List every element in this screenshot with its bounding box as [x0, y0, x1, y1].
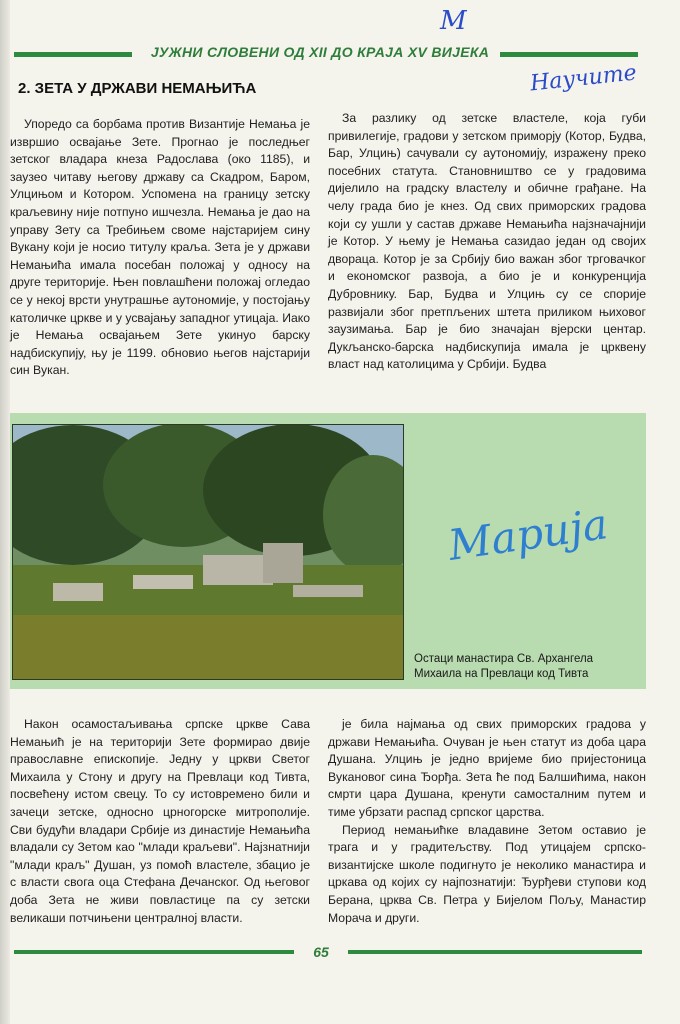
- page-number: 65: [313, 944, 329, 960]
- paragraph: Период немањићке владавине Зетом оставио је трага и у градитељству. Под утицајем српско-византијске школе подигнуто је неколико манастира и цркава од којих су најпознатији: Ђурђеви ступови код Берана, црква Св. Петра у Бијелом Пољу, Манастир Морача и други.: [328, 822, 646, 925]
- photo-illustration: [13, 425, 403, 679]
- column-left-bottom: [10, 716, 310, 927]
- page-binding-edge: [0, 0, 10, 1024]
- handwritten-top-mark: М: [440, 6, 467, 36]
- column-right-bottom: [328, 716, 646, 927]
- monastery-ruins-photo: [12, 424, 404, 680]
- column-right-top: [328, 110, 646, 374]
- handwritten-margin-note: Научите: [528, 60, 638, 97]
- paragraph: је била најмања од свих приморских градова у држави Немањића. Очуван је њен статут из доба цара Душана. Улцињ је једно вријеме био пријестоница Вукановог сина Ђорђа. Зета ће под Балшићима, након смрти цара Душана, кренути самосталним путем и тиме убрзати распад српског царства.: [328, 717, 646, 819]
- handwritten-name: Марија: [445, 499, 611, 570]
- footer-bar-right: [348, 950, 642, 954]
- section-title: 2. ЗЕТА У ДРЖАВИ НЕМАЊИЋА: [18, 80, 257, 97]
- header-bar-left: [14, 52, 132, 57]
- figure-caption: Остаци манастира Св. Архангела Михаила на Превлаци код Тивта: [414, 653, 594, 680]
- column-left-top: [10, 116, 310, 380]
- paragraph: Након осамостаљивања српске цркве Сава Немањић је на територији Зете формирао двије православне епископије. Једну у цркви Светог Михаила у Стону и другу на Превлаци код Тивта, посвећену истом свецу. То су истовремено били и зачеци зетске, односно црногорске митрополије. Сви будући владари Србије из династије Немањића владали су Зетом као "млади краљеви". Најзнатнији "млади краљ" Душан, уз помоћ властеле, збацио је с власти свога оца Стефана Дечанског. Од његовог доба Зета не живи повластице па су зетски великаши потчињени централној власти.: [10, 717, 310, 925]
- header-bar-right: [500, 52, 638, 57]
- paragraph: Упоредо са борбама против Византије Немања је извршио освајање Зете. Прогнао је последњег зетског владара кнеза Радослава (око 1185), и заузео читаву његову државу са Скадром, Баром, Улцињом и Котором. Успомена на границу зетску краљевину није потпуно ишчезла. Немања је дао на управу Зету са Требињем своме најстаријем сину Вукану који је носио титулу краља. Зета је у држави Немањића имала посебан положај у односу на друге територије. Њен повлашћени положај огледао се у некој врсти унутрашње аутономије, у постојању католичке цркве и у усвајању западног утицаја. Иако је Немања освајањем Зете укинуо барску надбискупију, њу је 1199. обновио његов најстарији син Вукан.: [10, 117, 310, 378]
- paragraph: За разлику од зетске властеле, која губи привилегије, градови у зетском приморју (Котор, Будва, Бар, Улцињ) сачували су аутономију, изражену преко посебних статута. Становништво се у градовима дијелило на градску властелу и обичне грађане. На челу града био је кнез. Од свих приморских градова који су ушли у састав државе Немањића најзначајнији је Котор. У њему је Немања сазидао један од својих двораца. Котор је за Србију био важан због трговачког и економског развоја, а био је и конкуренција Дубровнику. Бар, Будва и Улцињ су се спорије развијали због претпљених штета приликом њиховог заузимања. Бар је био значајан вјерски центар. Дукљанско-барска надбискупија имала је црквену власт над католицима у Србији. Будва: [328, 111, 646, 372]
- running-title: ЈУЖНИ СЛОВЕНИ ОД XII ДО КРАЈА XV ВИЈЕКА: [150, 44, 490, 60]
- footer-bar-left: [14, 950, 294, 954]
